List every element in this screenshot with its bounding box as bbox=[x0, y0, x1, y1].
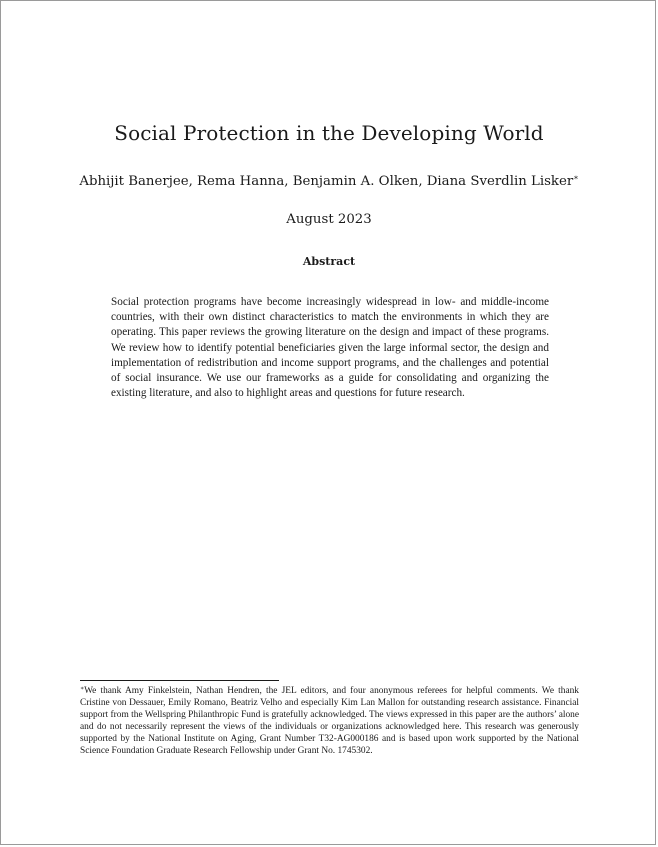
author-list bbox=[1, 174, 657, 189]
footnote-text: We thank Amy Finkelstein, Nathan Hendren, the JEL editors, and four anonymous referees for helpful comments. We thank Cristine von Dessauer, Emily Romano, Beatriz Velho and especially Kim Lan Mallon for outstanding research assistance. Financial support from the Wellspring Philanthropic Fund is gratefully acknowledged. The views expressed in this paper are the authors’ alone and do not necessarily represent the views of the individuals or organizations acknowledged here. This research was generously supported by the National Institute on Aging, Grant Number T32-AG000186 and is based upon work supported by the National Science Foundation Graduate Research Fellowship under Grant No. 1745302. bbox=[80, 686, 579, 757]
author-names: Abhijit Banerjee, Rema Hanna, Benjamin A. Olken, Diana Sverdlin Lisker bbox=[79, 174, 574, 189]
footnote-divider bbox=[80, 680, 279, 681]
abstract-heading: Abstract bbox=[302, 255, 356, 268]
paper-title: Social Protection in the Developing World bbox=[114, 121, 544, 145]
abstract-text: Social protection programs have become increasingly widespread in low- and middle-income countries, with their own distinct characteristics to match the environments in which they are operating. This paper reviews the growing literature on the design and impact of these programs. We review how to identify potential beneficiaries given the large informal sector, the design and implementation of redistribution and income support programs, and the challenges and potential of social insurance. We use our frameworks as a guide for consolidating and organizing the existing literature, and also to highlight areas and questions for future research. bbox=[111, 296, 549, 400]
acknowledgements-footnote bbox=[80, 685, 579, 758]
publication-date: August 2023 bbox=[286, 212, 372, 227]
footnote-marker: ∗ bbox=[80, 686, 85, 692]
author-footnote-marker: ∗ bbox=[573, 173, 579, 182]
